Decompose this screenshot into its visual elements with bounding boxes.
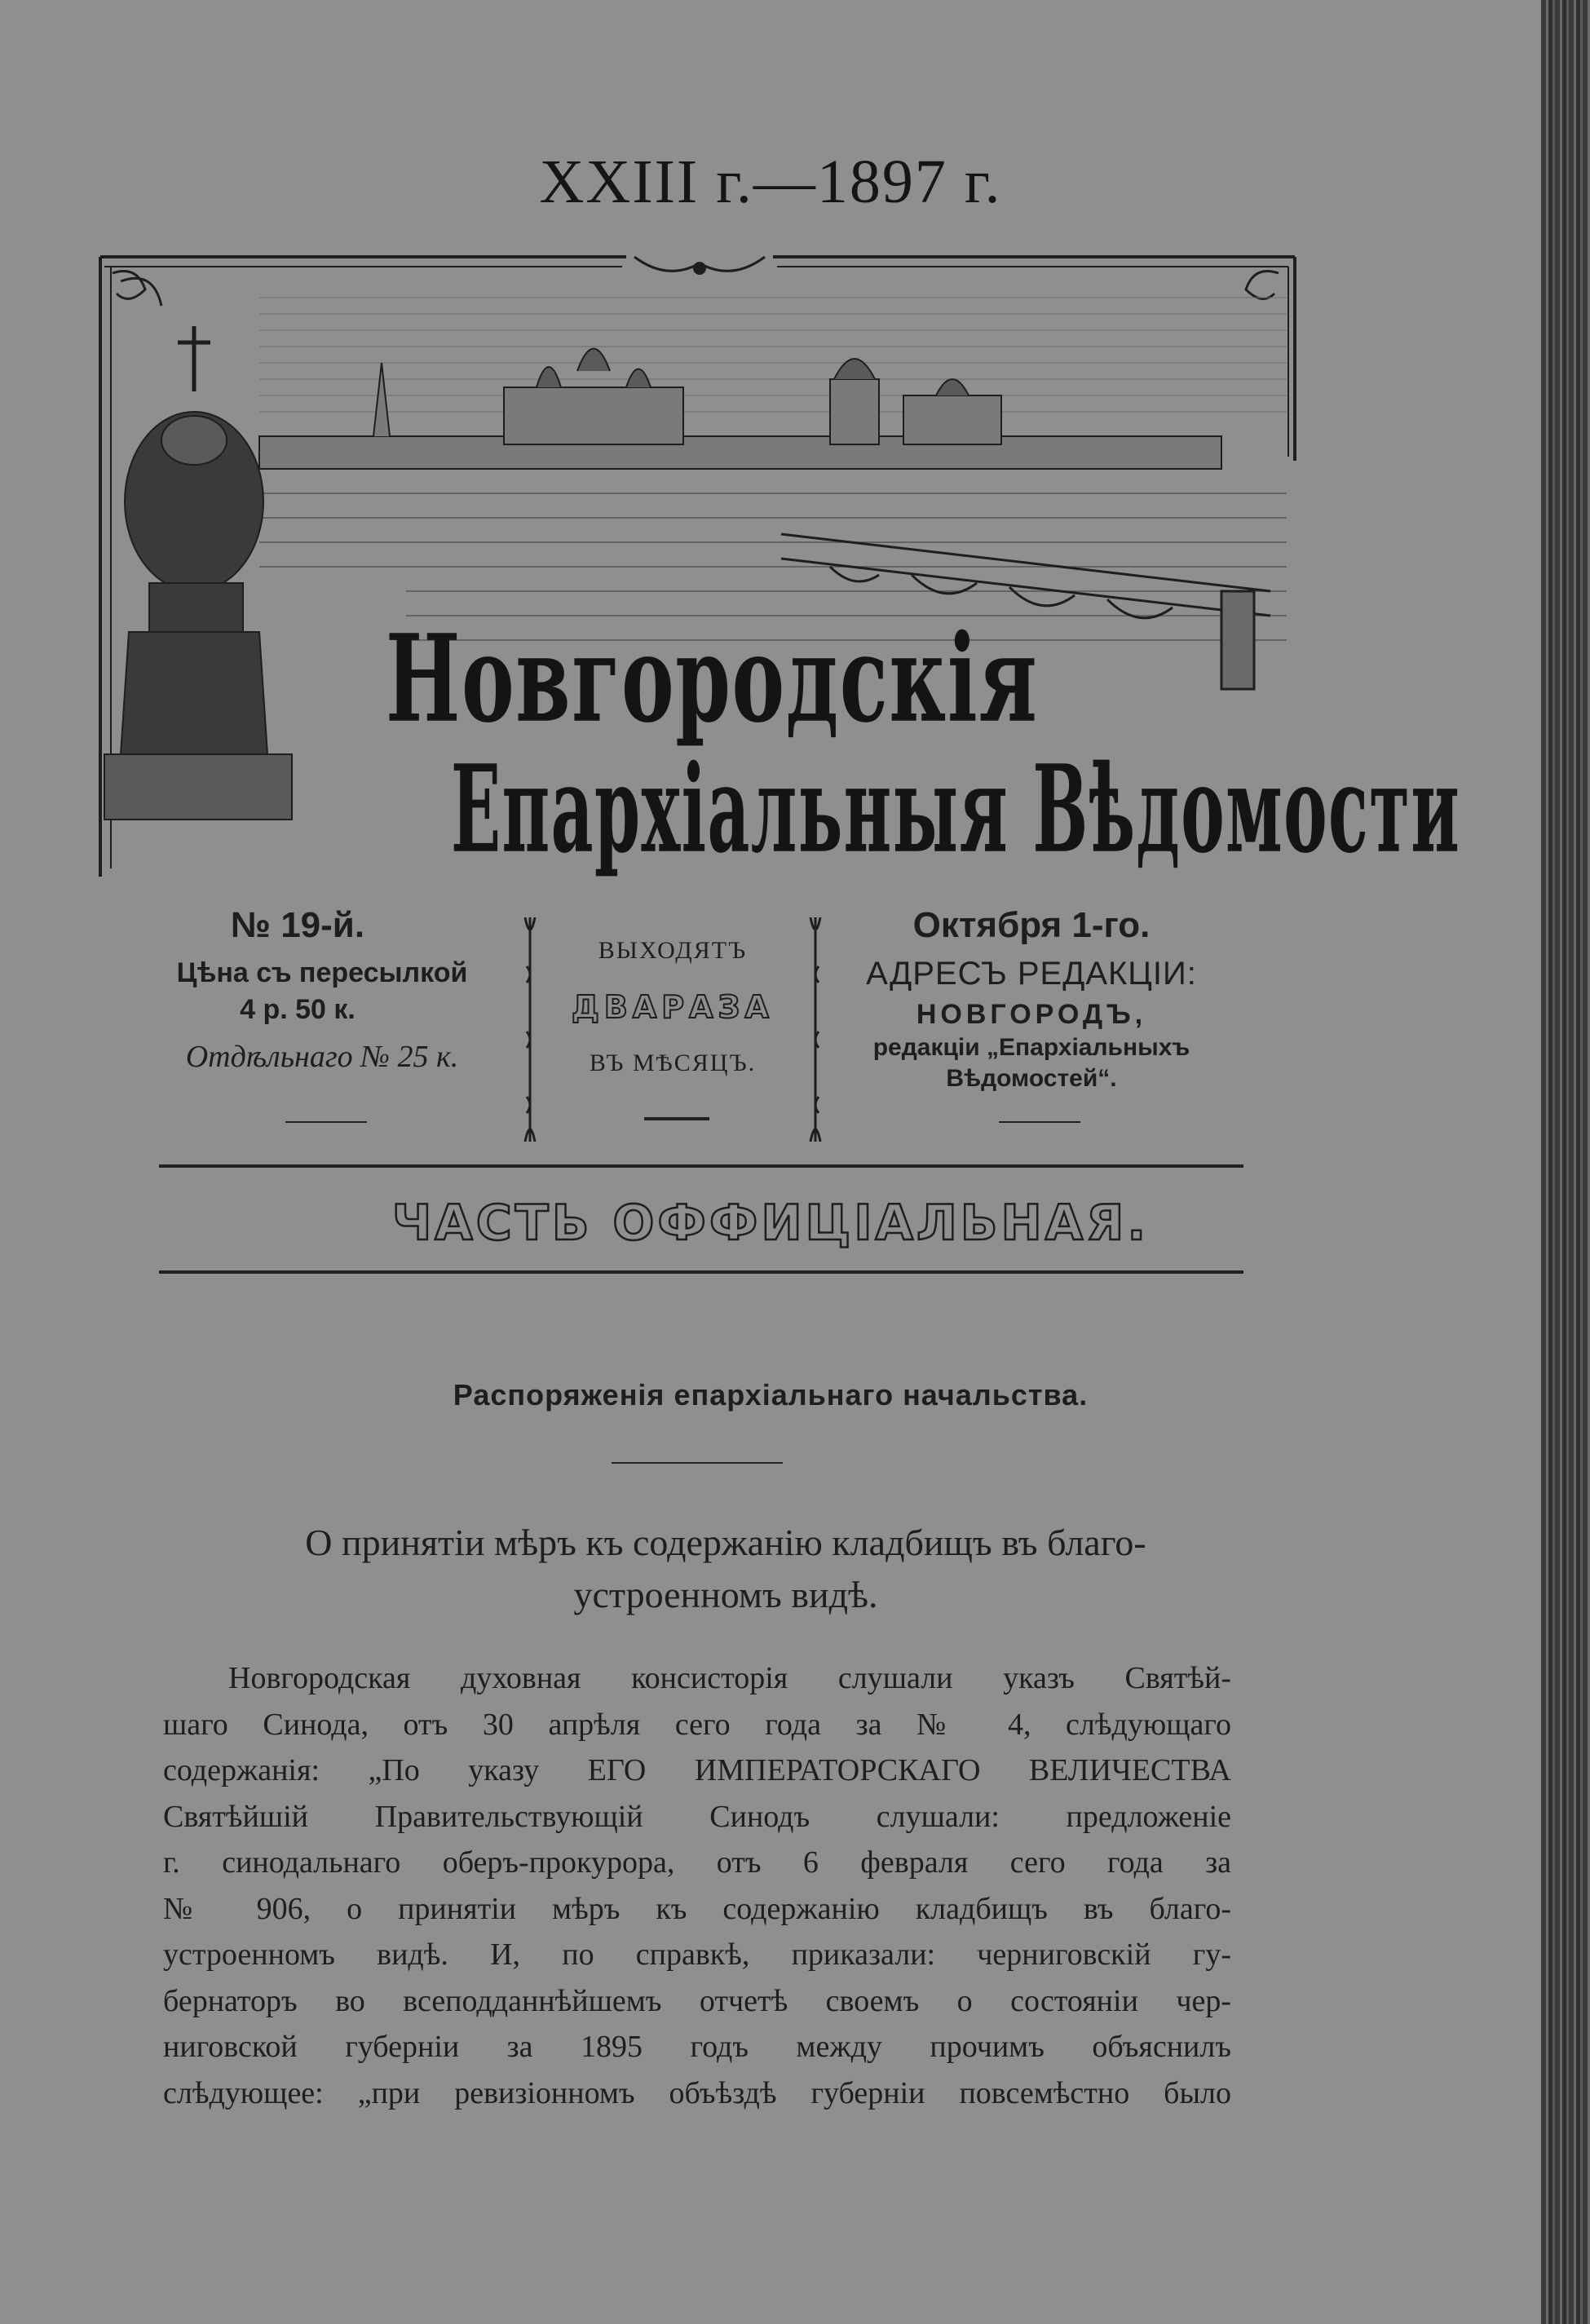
divider [644, 1117, 709, 1120]
city: НОВГОРОДЪ, [916, 999, 1147, 1030]
body-line: Святѣйшій Правительствующій Синодъ слушали: предложеніе [163, 1799, 1231, 1834]
divider [285, 1121, 367, 1123]
frequency-line1: ВЫХОДЯТЪ [598, 937, 748, 964]
book-spine [1541, 0, 1590, 2324]
year-line: XXIII г.—1897 г. [539, 148, 1002, 216]
ornament-right-icon [807, 917, 824, 1142]
frequency-line2: ДВАРАЗА [572, 989, 774, 1025]
masthead [96, 249, 1461, 881]
body-line: ниговской губерніи за 1895 годъ между прочимъ объяснилъ [163, 2030, 1231, 2064]
single-issue-price: Отдѣльнаго № 25 к. [185, 1040, 459, 1074]
masthead-title-line1: Новгородскія [386, 608, 1039, 749]
section-rule-bottom [159, 1270, 1243, 1274]
body-line: шаго Синода, отъ 30 апрѣля сего года за № 4, слѣдующаго [163, 1707, 1231, 1742]
body-line: № 906, о принятіи мѣръ къ содержанію кладбищъ въ благо- [163, 1891, 1231, 1926]
body-line: г. синодальнаго оберъ-прокурора, отъ 6 февраля сего года за [163, 1845, 1231, 1880]
editorial-line1: редакціи „Епархіальныхъ [872, 1034, 1190, 1061]
price-value: 4 р. 50 к. [240, 994, 356, 1025]
subtitle-line1: О принятіи мѣръ къ содержанію кладбищъ въ благо- [305, 1522, 1146, 1563]
article-subtitle [155, 1517, 1296, 1621]
body-line: Новгородская духовная консисторія слушали указъ Святѣй- [228, 1661, 1231, 1695]
kremlin [259, 349, 1221, 470]
body-line: бернаторъ во всеподданнѣйшемъ отчетѣ своемъ о состояніи чер- [163, 1983, 1231, 2018]
price-label: Цѣна съ пересылкой [176, 957, 468, 988]
divider [999, 1121, 1080, 1123]
section-title: ЧАСТЬ ОФФИЦІАЛЬНАЯ. [391, 1195, 1150, 1252]
masthead-title-line2: Епархіальныя Вѣдомости [451, 738, 1461, 880]
frequency-line3: ВЪ МѢСЯЦЪ. [589, 1049, 757, 1076]
body-line: слѣдующее: „при ревизіонномъ объѣздѣ губерніи повсемѣстно было [163, 2075, 1231, 2110]
body-line: содержанія: „По указу ЕГО ИМПЕРАТОРСКАГО ВЕЛИЧЕСТВА [163, 1753, 1231, 1787]
millennium-monument [104, 326, 292, 820]
divider [612, 1462, 783, 1464]
ornament-left-icon [522, 917, 538, 1142]
editorial-info [840, 905, 1223, 1093]
frequency-box [522, 917, 824, 1142]
issue-info [139, 905, 506, 1075]
body-line: устроенномъ видѣ. И, по справкѣ, приказали: черниговскій гу- [163, 1937, 1231, 1972]
subtitle-line2: устроенномъ видѣ. [573, 1574, 878, 1615]
issue-number: № 19-й. [230, 905, 365, 945]
article-body [163, 1655, 1231, 2116]
article-heading: Распоряженія епархіальнаго начальства. [453, 1378, 1089, 1412]
issue-date: Октября 1-го. [912, 905, 1151, 945]
section-rule-top [159, 1164, 1243, 1168]
sky-hatching [259, 298, 1287, 412]
address-label: АДРЕСЪ РЕДАКЦІИ: [866, 956, 1197, 992]
editorial-line2: Вѣдомостей“. [946, 1065, 1117, 1092]
